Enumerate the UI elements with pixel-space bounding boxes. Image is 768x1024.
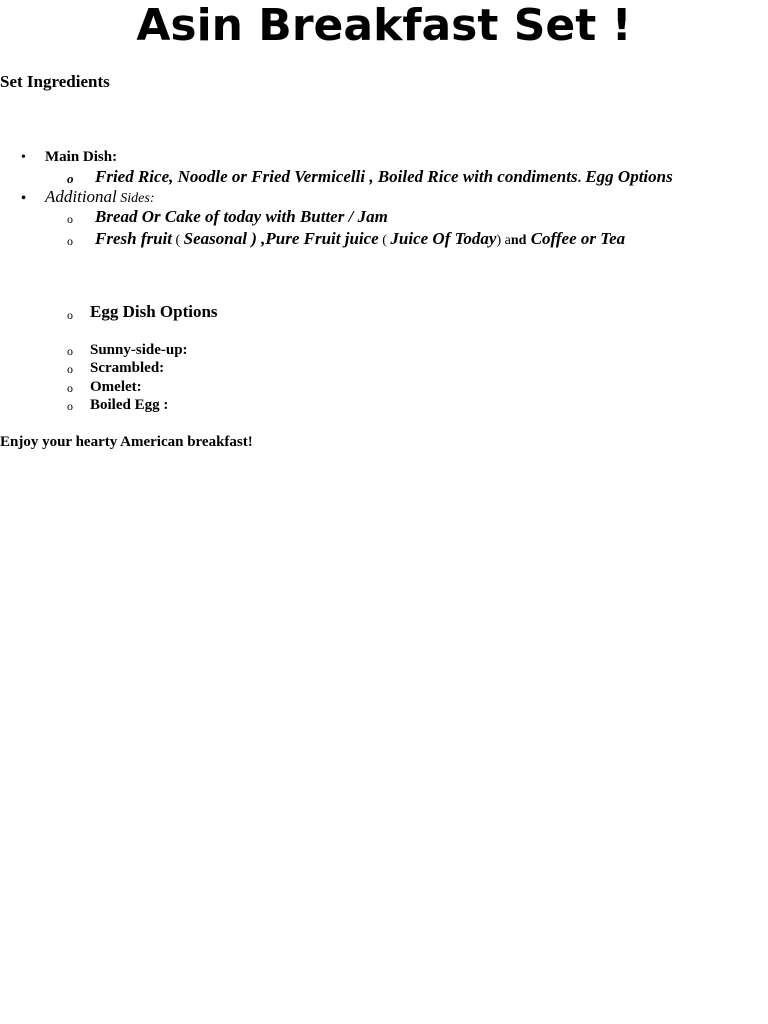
egg-option-bullet: o xyxy=(67,399,73,413)
main-dish-separator: . xyxy=(577,171,582,186)
egg-option-scrambled: Scrambled: xyxy=(90,360,165,376)
main-dish-sub-bullet: o xyxy=(67,171,74,186)
closing-text: Enjoy your hearty American breakfast! xyxy=(0,434,253,450)
main-dish-details-line xyxy=(95,167,673,189)
bread-bullet: o xyxy=(67,212,73,226)
fruit-part4: Coffee or Tea xyxy=(526,229,626,248)
fruit-bullet: o xyxy=(67,234,73,248)
egg-options-text: Egg Options xyxy=(581,167,673,186)
fruit-part3: Juice Of Today xyxy=(390,229,497,248)
egg-option-omelet: Omelet: xyxy=(90,379,142,395)
egg-option-bullet: o xyxy=(67,362,73,376)
additional-sides-label-line xyxy=(45,187,155,209)
additional-sides-label-rest: Sides: xyxy=(116,191,155,206)
fruit-item-line xyxy=(95,229,625,251)
fruit-nd: nd xyxy=(510,233,527,248)
main-dish-bullet: • xyxy=(21,150,26,165)
fruit-part1: Fresh fruit xyxy=(95,229,172,248)
egg-option-bullet: o xyxy=(67,381,73,395)
bread-item: Bread Or Cake of today with Butter / Jam xyxy=(95,207,388,226)
fruit-paren-close: ) a xyxy=(496,233,511,248)
fruit-paren-open1: ( xyxy=(172,233,184,248)
egg-option-boiled: Boiled Egg : xyxy=(90,397,169,413)
additional-sides-label-word: Additional xyxy=(45,187,117,206)
egg-dish-heading-bullet: o xyxy=(67,308,73,322)
main-dish-label: Main Dish: xyxy=(45,149,118,165)
fruit-part2: Seasonal ) ,Pure Fruit juice xyxy=(183,229,379,248)
egg-dish-heading: Egg Dish Options xyxy=(90,302,218,321)
additional-sides-bullet: • xyxy=(21,191,26,206)
page-title: Asin Breakfast Set ! xyxy=(136,0,632,51)
egg-option-bullet: o xyxy=(67,344,73,358)
fruit-paren-open2: ( xyxy=(378,233,391,248)
egg-option-sunny: Sunny-side-up: xyxy=(90,342,188,358)
main-dish-details: Fried Rice, Noodle or Fried Vermicelli , Boiled Rice with condiments xyxy=(95,167,578,186)
section-heading: Set Ingredients xyxy=(0,72,110,91)
